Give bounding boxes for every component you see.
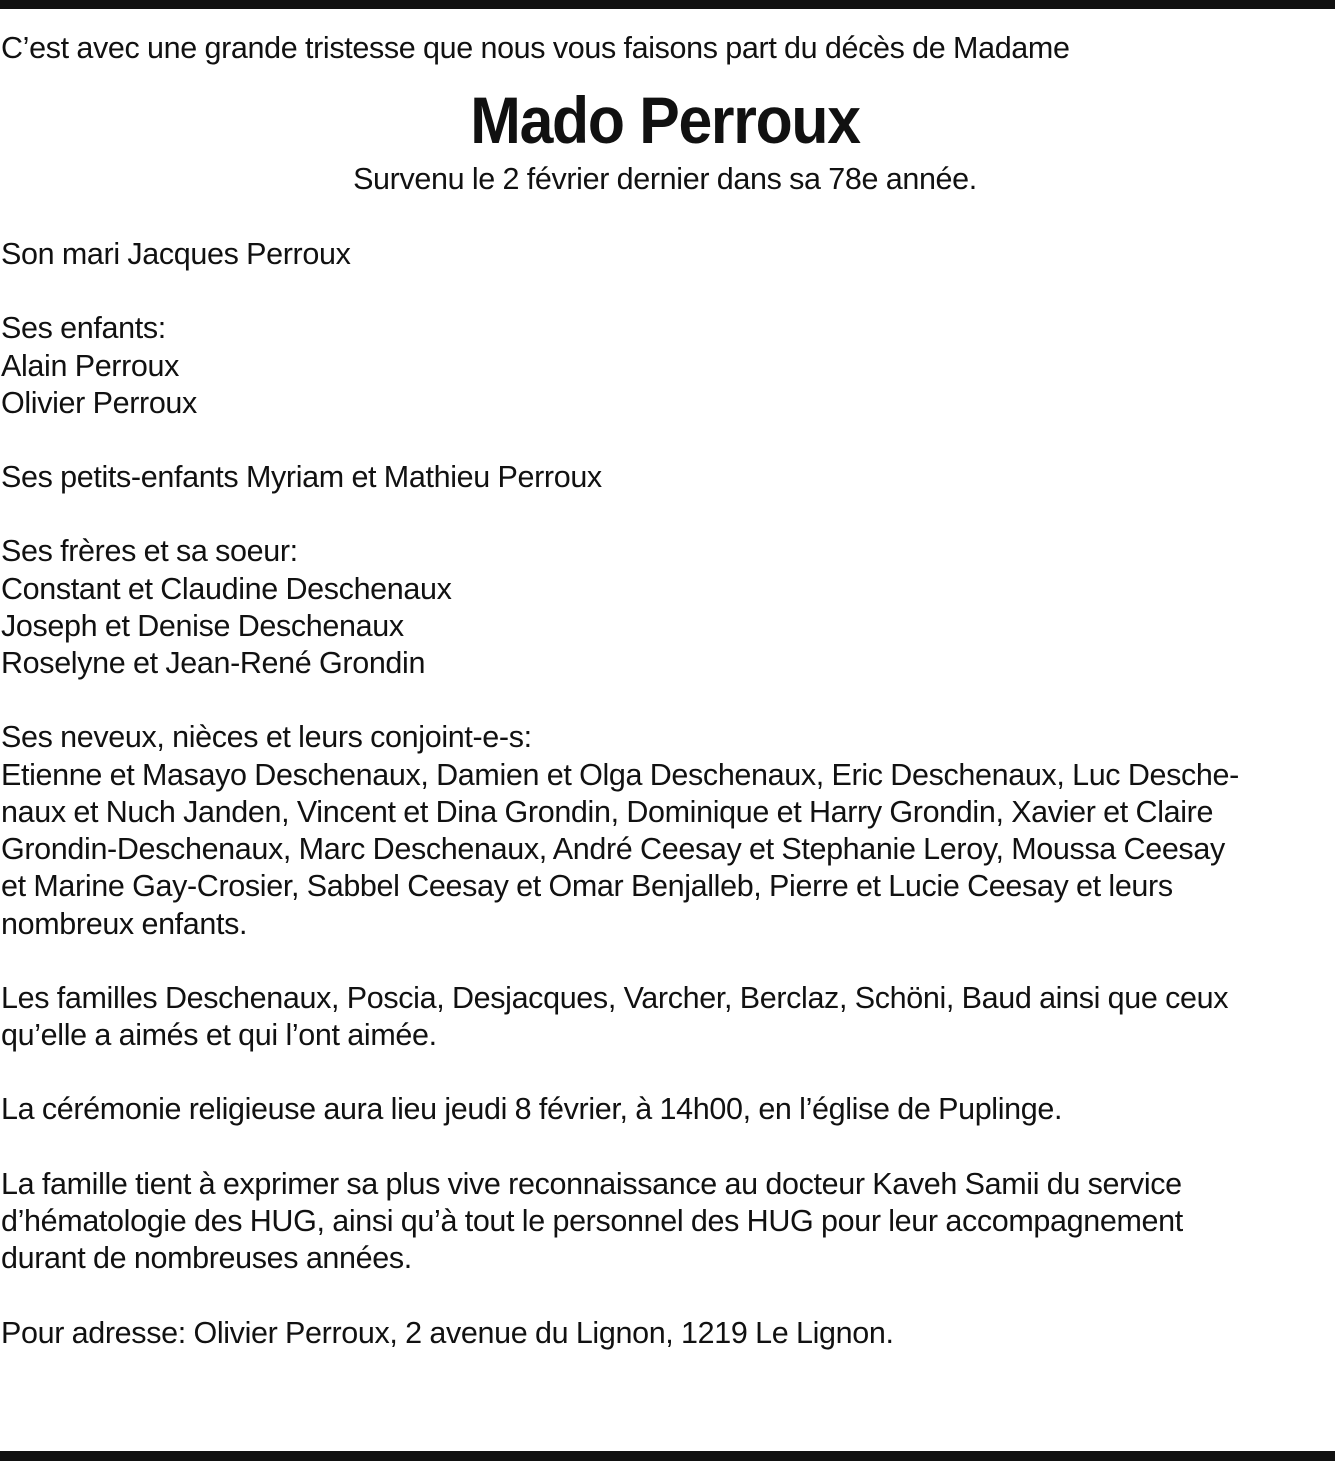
child-name: Alain Perroux xyxy=(1,348,180,383)
siblings-section xyxy=(1,533,1329,682)
nephews-text-line: naux et Nuch Janden, Vincent et Dina Grondin, Dominique et Harry Grondin, Xavier et Claire xyxy=(1,794,1214,829)
deceased-name: Mado Perroux xyxy=(470,83,860,158)
families-section xyxy=(1,980,1329,1054)
intro-text: C’est avec une grande tristesse que nous vous faisons part du décès de Madame xyxy=(1,31,1070,65)
grandchildren-section xyxy=(1,459,1329,496)
obituary-notice xyxy=(1,30,1329,1389)
siblings-heading: Ses frères et sa soeur: xyxy=(1,534,298,569)
children-heading: Ses enfants: xyxy=(1,311,166,346)
sibling-name: Joseph et Denise Deschenaux xyxy=(1,608,404,643)
child-name: Olivier Perroux xyxy=(1,385,197,420)
thanks-section xyxy=(1,1166,1329,1278)
thanks-text-line: durant de nombreuses années. xyxy=(1,1241,412,1276)
bottom-border-rule xyxy=(0,1451,1335,1461)
address-line: Pour adresse: Olivier Perroux, 2 avenue du Lignon, 1219 Le Lignon. xyxy=(1,1315,894,1350)
nephews-heading: Ses neveux, nièces et leurs conjoint-e-s: xyxy=(1,720,532,755)
families-text-line: qu’elle a aimés et qui l’ont aimée. xyxy=(1,1018,437,1053)
address-section xyxy=(1,1315,1329,1352)
ceremony-line: La cérémonie religieuse aura lieu jeudi 8 février, à 14h00, en l’église de Puplinge. xyxy=(1,1092,1063,1127)
nephews-text-line: Grondin-Deschenaux, Marc Deschenaux, André Ceesay et Stephanie Leroy, Moussa Ceesay xyxy=(1,832,1225,867)
nephews-section xyxy=(1,719,1329,942)
children-section xyxy=(1,310,1329,422)
nephews-text-line: nombreux enfants. xyxy=(1,906,248,941)
sibling-name: Constant et Claudine Deschenaux xyxy=(1,571,452,606)
sibling-name: Roselyne et Jean-René Grondin xyxy=(1,646,426,681)
nephews-text-line: et Marine Gay-Crosier, Sabbel Ceesay et Omar Benjalleb, Pierre et Lucie Ceesay et leurs xyxy=(1,869,1173,904)
families-text-line: Les familles Deschenaux, Poscia, Desjacques, Varcher, Berclaz, Schöni, Baud ainsi que ceux xyxy=(1,980,1229,1015)
husband-section xyxy=(1,236,1329,273)
husband-line: Son mari Jacques Perroux xyxy=(1,236,351,271)
thanks-text-line: La famille tient à exprimer sa plus vive reconnaissance au docteur Kaveh Samii du service xyxy=(1,1166,1182,1201)
ceremony-section xyxy=(1,1091,1329,1128)
top-border-rule xyxy=(0,0,1335,9)
death-date-line: Survenu le 2 février dernier dans sa 78e année. xyxy=(353,162,977,197)
thanks-text-line: d’hématologie des HUG, ainsi qu’à tout le personnel des HUG pour leur accompagnement xyxy=(1,1204,1183,1239)
grandchildren-line: Ses petits-enfants Myriam et Mathieu Perroux xyxy=(1,460,602,495)
nephews-text-line: Etienne et Masayo Deschenaux, Damien et Olga Deschenaux, Eric Deschenaux, Luc Desche- xyxy=(1,757,1239,792)
